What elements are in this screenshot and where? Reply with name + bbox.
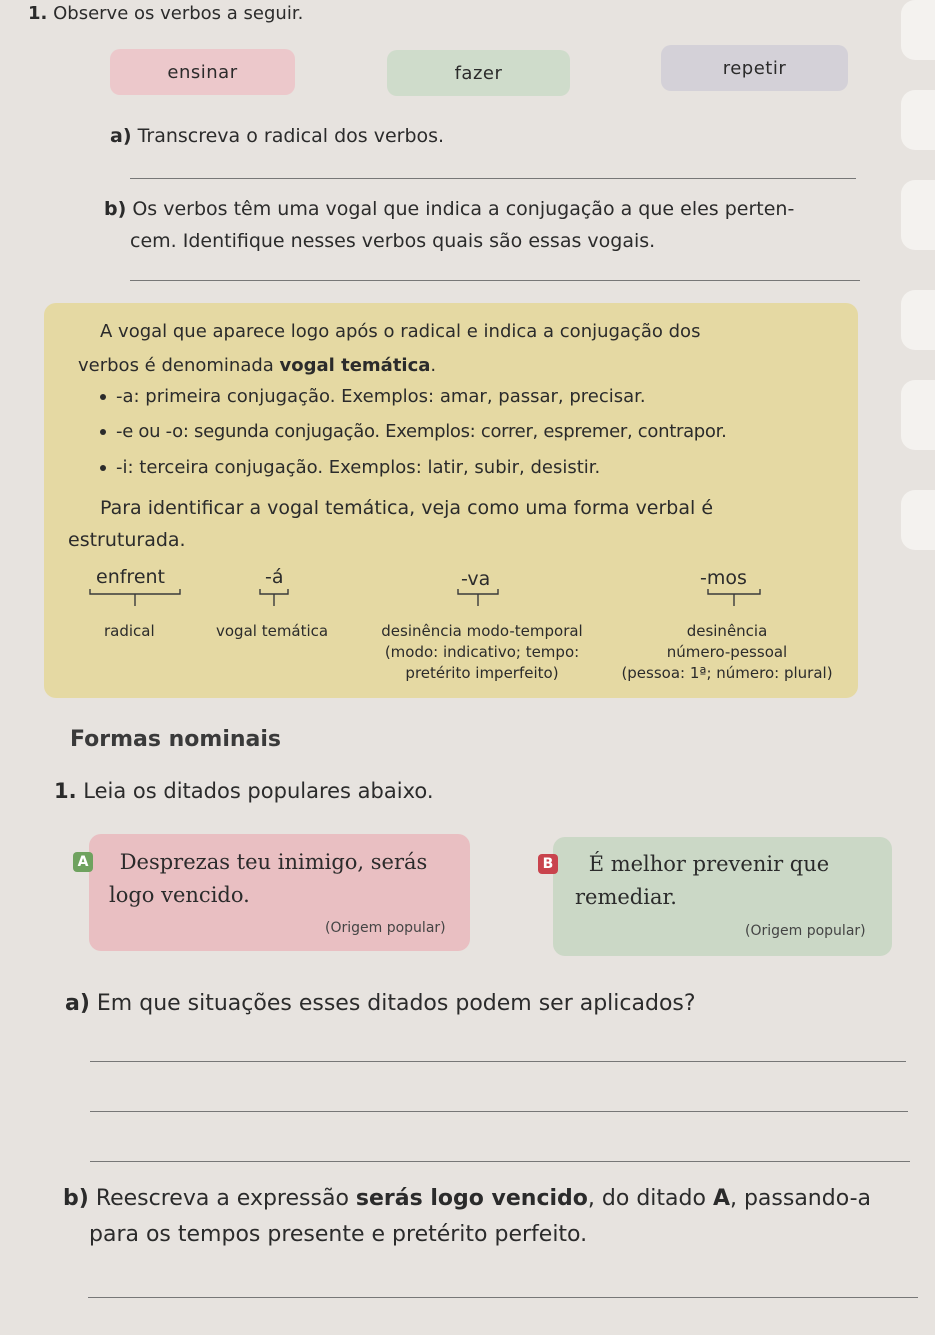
verb-pill-repetir: repetir [661, 45, 848, 91]
bullet-item: -i: terceira conjugação. Exemplos: latir, subir, desistir. [100, 457, 600, 478]
morpheme-radical: enfrent [96, 566, 165, 588]
label-desinencia-modo: desinência modo-temporal (modo: indicativo; tempo: pretérito imperfeito) [381, 622, 583, 682]
section-title: Formas nominais [70, 727, 282, 752]
question-1-title: 1. Observe os verbos a seguir. [28, 3, 304, 24]
badge-a: A [73, 852, 93, 872]
bullet-item: -a: primeira conjugação. Exemplos: amar, passar, precisar. [100, 386, 646, 407]
binder-tab [901, 290, 935, 350]
box-intro: A vogal que aparece logo após o radical e indica a conjugação dos [100, 321, 701, 342]
answer-line[interactable] [90, 1111, 908, 1112]
label-desinencia-numero: desinência número-pessoal (pessoa: 1ª; número: plural) [621, 622, 833, 682]
verb-pill-fazer: fazer [387, 50, 570, 96]
concept-box [44, 303, 858, 698]
binder-tab [901, 380, 935, 450]
box-intro-2: verbos é denominada vogal temática. [78, 355, 437, 376]
badge-b: B [538, 854, 558, 874]
saying-box-a: A Desprezas teu inimigo, serás logo vencido. (Origem popular) [89, 834, 470, 951]
morpheme-modo: -va [461, 568, 491, 590]
question-2-title: 1. Leia os ditados populares abaixo. [54, 779, 434, 803]
label-vogal-tematica: vogal temática [216, 622, 329, 640]
binder-tab [901, 90, 935, 150]
question-2a: a) Em que situações esses ditados podem ser aplicados? [65, 991, 696, 1016]
morpheme-numero: -mos [700, 567, 747, 589]
binder-tab [901, 0, 935, 60]
saying-box-b: B É melhor prevenir que remediar. (Origem popular) [553, 837, 892, 956]
answer-line[interactable] [130, 178, 856, 179]
question-2b: b) Reescreva a expressão serás logo vencido, do ditado A, passando-a para os tempos presente e pretérito perfeito. [63, 1186, 872, 1247]
question-1b: b) Os verbos têm uma vogal que indica a conjugação a que eles perten- cem. Identifique nesses verbos quais são essas vogais. [104, 198, 795, 252]
verb-pill-ensinar: ensinar [110, 49, 295, 95]
bullet-item: -e ou -o: segunda conjugação. Exemplos: correr, espremer, contrapor. [100, 421, 727, 442]
answer-line[interactable] [90, 1161, 910, 1162]
question-1a: a) Transcreva o radical dos verbos. [110, 125, 445, 147]
box-para: Para identificar a vogal temática, veja como uma forma verbal é [100, 497, 714, 519]
answer-line[interactable] [90, 1061, 906, 1062]
morpheme-vogal: -á [265, 566, 284, 588]
answer-line[interactable] [88, 1297, 918, 1298]
answer-line[interactable] [130, 280, 860, 281]
binder-tab [901, 180, 935, 250]
box-para-2: estruturada. [68, 529, 186, 551]
binder-tab [901, 490, 935, 550]
label-radical: radical [104, 622, 155, 640]
